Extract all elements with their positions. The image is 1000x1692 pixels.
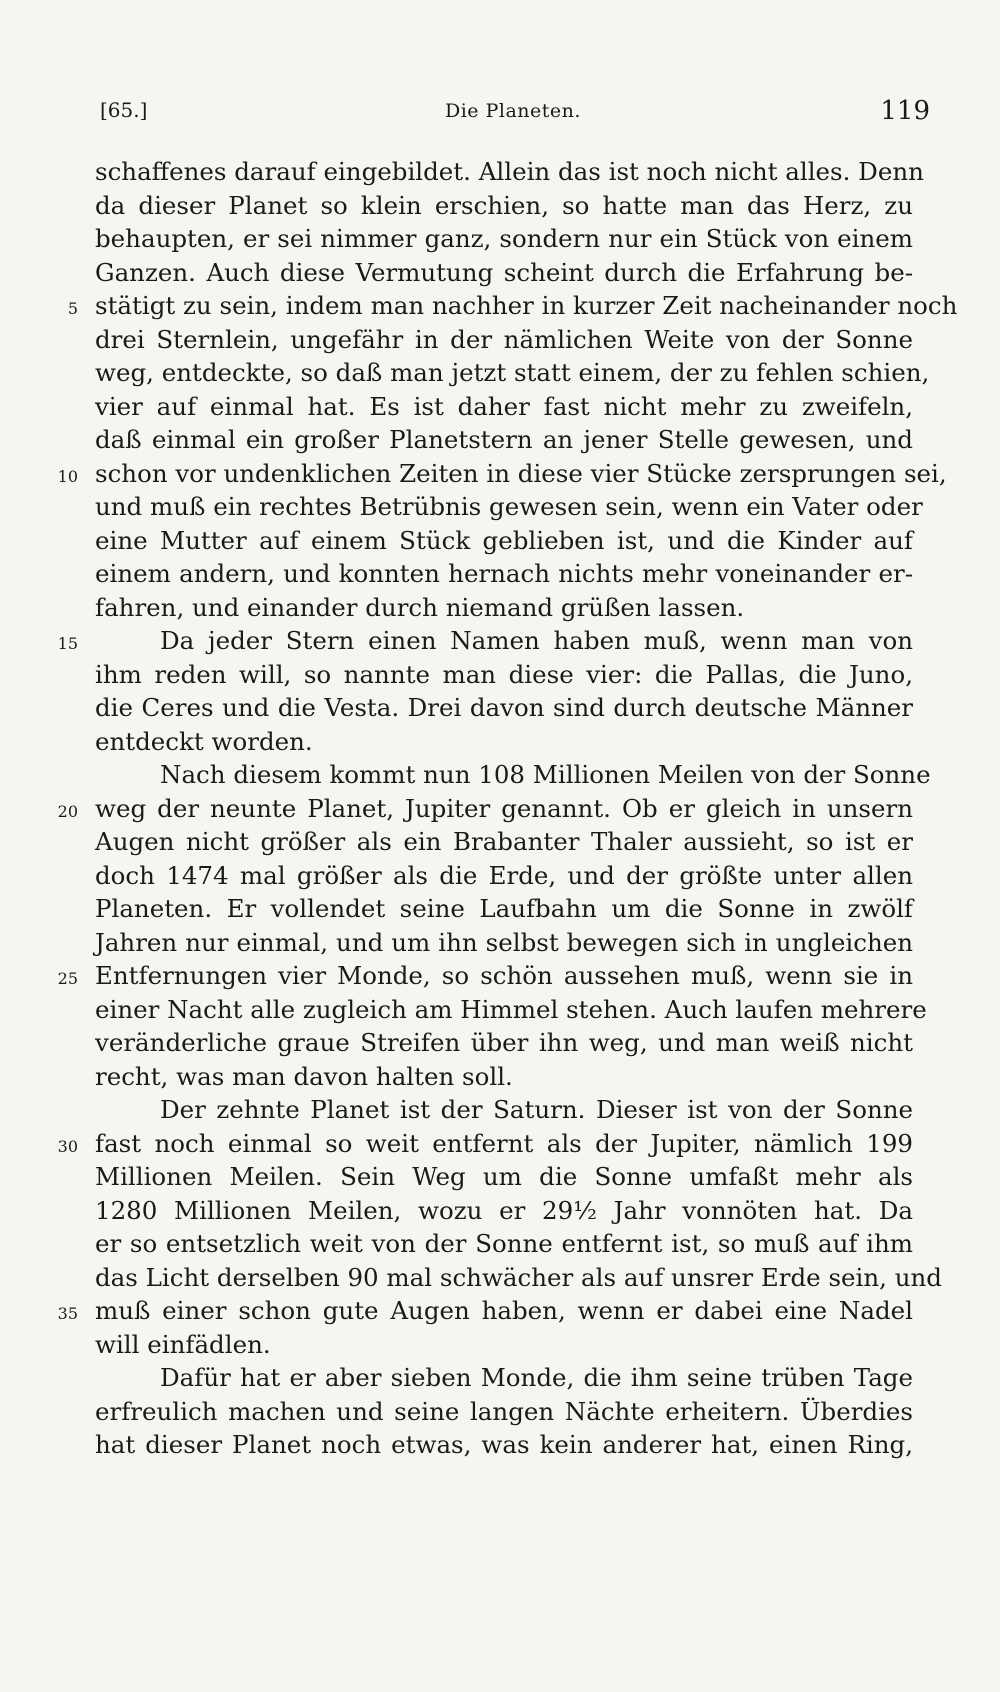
text-line: Jahren nur einmal, und um ihn selbst bewegen sich in ungleichen bbox=[95, 928, 913, 957]
text-line: das Licht derselben 90 mal schwächer als auf unsrer Erde sein, und bbox=[95, 1263, 942, 1292]
line-number: 35 bbox=[57, 1304, 78, 1323]
line-number: 25 bbox=[57, 969, 78, 988]
text-line: fahren, und einander durch niemand grüßen lassen. bbox=[95, 593, 745, 622]
text-line: ihm reden will, so nannte man diese vier: die Pallas, die Juno, bbox=[95, 660, 913, 689]
text-line: die Ceres und die Vesta. Drei davon sind durch deutsche Männer bbox=[95, 693, 913, 722]
text-line: und muß ein rechtes Betrübnis gewesen sein, wenn ein Vater oder bbox=[95, 492, 923, 521]
running-title: Die Planeten. bbox=[445, 100, 581, 122]
text-line: einem andern, und konnten hernach nichts mehr voneinander er- bbox=[95, 559, 913, 588]
text-line: recht, was man davon halten soll. bbox=[95, 1062, 513, 1091]
text-line: 1280 Millionen Meilen, wozu er 29½ Jahr vonnöten hat. Da bbox=[95, 1196, 913, 1225]
text-line: einer Nacht alle zugleich am Himmel stehen. Auch laufen mehrere bbox=[95, 995, 927, 1024]
text-line: schon vor undenklichen Zeiten in diese vier Stücke zersprungen sei, bbox=[95, 459, 947, 488]
line-number: 30 bbox=[57, 1137, 78, 1156]
page-number: 119 bbox=[880, 96, 930, 126]
text-line: erfreulich machen und seine langen Nächte erheitern. Überdies bbox=[95, 1397, 913, 1426]
line-number: 20 bbox=[57, 802, 78, 821]
page-reference: [65.] bbox=[100, 98, 148, 122]
text-line: Entfernungen vier Monde, so schön aussehen muß, wenn sie in bbox=[95, 961, 913, 990]
text-line: muß einer schon gute Augen haben, wenn er dabei eine Nadel bbox=[95, 1296, 913, 1325]
text-line: Der zehnte Planet ist der Saturn. Dieser ist von der Sonne bbox=[160, 1095, 913, 1124]
text-line: behaupten, er sei nimmer ganz, sondern nur ein Stück von einem bbox=[95, 224, 913, 253]
text-line: Da jeder Stern einen Namen haben muß, wenn man von bbox=[160, 626, 913, 655]
text-line: entdeckt worden. bbox=[95, 727, 313, 756]
text-line: schaffenes darauf eingebildet. Allein das ist noch nicht alles. Denn bbox=[95, 157, 924, 186]
line-number: 5 bbox=[67, 299, 78, 318]
text-line: Millionen Meilen. Sein Weg um die Sonne umfaßt mehr als bbox=[95, 1162, 913, 1191]
text-line: vier auf einmal hat. Es ist daher fast nicht mehr zu zweifeln, bbox=[95, 392, 913, 421]
text-line: doch 1474 mal größer als die Erde, und der größte unter allen bbox=[95, 861, 913, 890]
line-number: 10 bbox=[57, 467, 78, 486]
text-line: fast noch einmal so weit entfernt als der Jupiter, nämlich 199 bbox=[95, 1129, 913, 1158]
text-line: Augen nicht größer als ein Brabanter Thaler aussieht, so ist er bbox=[95, 827, 913, 856]
text-line: Nach diesem kommt nun 108 Millionen Meilen von der Sonne bbox=[160, 760, 931, 789]
text-line: Dafür hat er aber sieben Monde, die ihm seine trüben Tage bbox=[160, 1363, 913, 1392]
text-line: daß einmal ein großer Planetstern an jener Stelle gewesen, und bbox=[95, 425, 913, 454]
text-line: hat dieser Planet noch etwas, was kein anderer hat, einen Ring, bbox=[95, 1430, 913, 1459]
text-line: Ganzen. Auch diese Vermutung scheint durch die Erfahrung be- bbox=[95, 258, 913, 287]
line-number: 15 bbox=[57, 634, 78, 653]
text-line: weg der neunte Planet, Jupiter genannt. Ob er gleich in unsern bbox=[95, 794, 913, 823]
text-line: Planeten. Er vollendet seine Laufbahn um die Sonne in zwölf bbox=[95, 894, 913, 923]
text-line: veränderliche graue Streifen über ihn weg, und man weiß nicht bbox=[95, 1028, 913, 1057]
text-line: eine Mutter auf einem Stück geblieben ist, und die Kinder auf bbox=[95, 526, 913, 555]
text-line: drei Sternlein, ungefähr in der nämlichen Weite von der Sonne bbox=[95, 325, 913, 354]
text-line: er so entsetzlich weit von der Sonne entfernt ist, so muß auf ihm bbox=[95, 1229, 913, 1258]
text-line: stätigt zu sein, indem man nachher in kurzer Zeit nacheinander noch bbox=[95, 291, 958, 320]
text-line: da dieser Planet so klein erschien, so hatte man das Herz, zu bbox=[95, 191, 913, 220]
text-line: will einfädlen. bbox=[95, 1330, 271, 1359]
page-header bbox=[100, 98, 930, 138]
text-line: weg, entdeckte, so daß man jetzt statt einem, der zu fehlen schien, bbox=[95, 358, 930, 387]
